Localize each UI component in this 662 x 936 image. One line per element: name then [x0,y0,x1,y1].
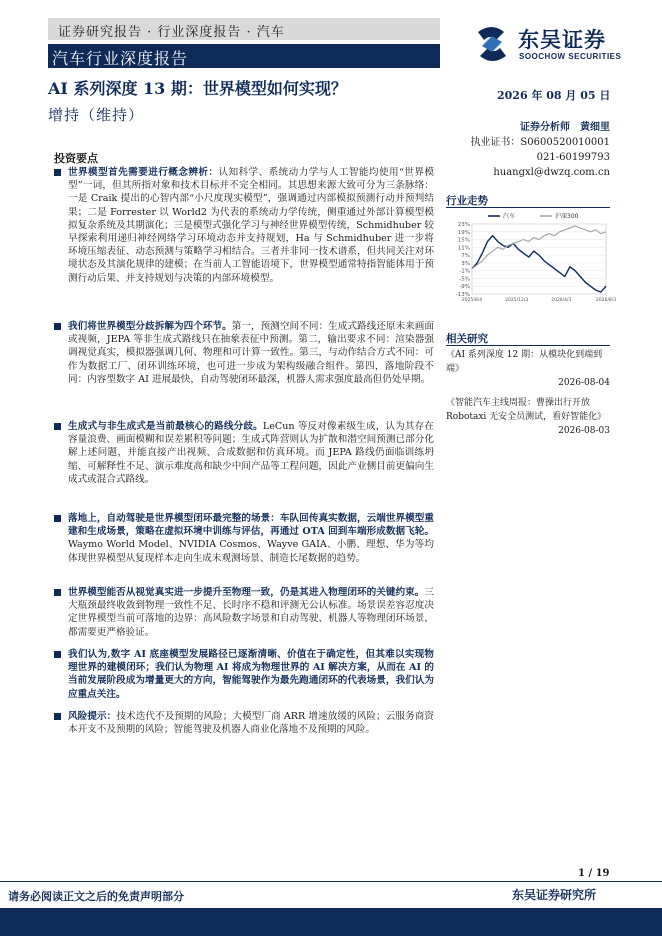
legend-label: 汽车 [503,213,516,220]
related-item-date: 2026-08-03 [558,426,610,436]
investment-bullet [52,512,434,565]
bullet-square-icon [54,169,61,176]
bullet-lead: 我们将世界模型分歧拆解为四个环节。 [68,321,232,332]
related-item[interactable] [446,396,610,438]
y-tick-label: -9% [459,284,470,291]
report-category: 汽车行业深度报告 [52,49,189,68]
bullet-text: Waymo World Model、NVIDIA Cosmos、Wayve GAIA、小鹏、理想、华为等均体现世界模型从复现样本走向生成未观测场景、制造长尾数据的趋势。 [68,539,434,564]
y-tick-label: 3% [461,260,470,267]
bullet-text: 认知科学、系统动力学与人工智能均使用“世界模型”一词，但其所指对象和技术目标并不完全相同。其思想来源大致可分为三条脉络：一是 Craik 提出的心智内部“小尺度现实模型”，强调通过内部模拟预测行动并预判结果；二是 Forrester 以 World2 为代表的系统动力学传统，侧重通过外部计算模型模拟复杂系统及其期演化；三是模型式强化学习与神经世界模型传统，Schmidhuber 较早探索利用递归神经网络学习环境动态并支持规划，Ha 与 Schmidhuber 进一步将环境压缩表征、动态预测与策略学习相结合。三者并非同一技术谱系，但共同关注对环境状态及其演化规律的建模；在当前人工智能语境下，世界模型通常特指智能体用于预测行动后果、并支持规划与决策的内部环境模型。 [68,167,435,284]
bullet-lead: 落地上，自动驾驶是世界模型闭环最完整的场景：车队回传真实数据，云端世界模型重建和生成场景，策略在虚拟环境中训练与评估，再通过 OTA 回到车端形成数据飞轮。 [68,513,434,538]
investment-bullet [52,420,434,486]
page-number: 1 / 19 [578,868,610,879]
related-title: 相关研究 [446,333,488,345]
analyst-name: 证券分析师 黄细里 [520,122,610,133]
bullet-lead: 我们认为,数字 AI 底座模型发展路径已逐渐清晰、价值在于确定性，但其难以实现物理世界的建模闭环；我们认为物理 AI 将成为物理世界的 AI 解决方案，从而在 AI 的当前发展阶段成为增量更大的方向，智能驾驶作为最先跑通闭环的代表场景，我们认为应重点关注。 [68,649,434,700]
report-date: 2026 年 08 月 05 日 [497,89,611,102]
logo-text-en: SOOCHOW SECURITIES [519,52,622,61]
related-item-date: 2026-08-04 [558,378,610,388]
x-tick-label: 2025/12/3 [505,298,529,303]
bullet-square-icon [54,515,61,522]
company-logo [472,22,622,68]
bullet-lead: 风险提示： [68,711,117,722]
bullet-square-icon [54,423,61,430]
y-tick-label: 7% [461,253,470,260]
y-tick-label: -5% [459,276,470,283]
y-tick-label: 19% [457,229,470,236]
investment-heading: 投资要点 [54,152,98,165]
bullet-square-icon [54,713,61,720]
related-divider [446,345,610,346]
bullet-lead: 世界模型首先需要进行概念辨析： [68,167,219,178]
breadcrumb-bar [48,18,440,40]
related-item-title[interactable]: 《智能汽车主线周报：曹操出行开放 Robotaxi 无安全员测试，看好智能化》 [446,398,607,422]
bullet-square-icon [54,589,61,596]
y-tick-label: -13% [455,292,470,298]
trend-divider [446,207,610,208]
bullet-text: LeCun 等反对像素级生成，认为其存在容量浪费、画面模糊和误差累积等问题；生成式阵营则认为扩散和潜空间预测已部分化解上述问题，并能直接产出视频、合成数据和仿真环境。而 JEPA 路线仍面临训练坍缩、可解释性不足、演示难度高和缺少中间产品等工程问题，因此产业侧目前更偏向生成式或混合式路线。 [68,421,435,485]
bullet-square-icon [54,323,61,330]
y-tick-label: 15% [457,237,470,244]
investment-bullet [52,710,434,736]
soochow-logo-icon [472,24,512,64]
trend-title: 行业走势 [446,195,488,207]
x-tick-label: 2026/8/3 [595,298,617,303]
analyst-block [462,120,610,180]
logo-text-cn: 东吴证券 [518,28,606,52]
related-item[interactable] [446,348,610,390]
trend-chart-svg [448,210,617,306]
x-tick-label: 2026/4/3 [551,298,572,303]
y-tick-label: 23% [457,222,470,228]
report-title: AI 系列深度 13 期：世界模型如何实现？ [48,79,347,98]
legend-label: 沪深300 [555,213,579,220]
footer-bar [0,908,662,936]
bullet-lead: 生成式与非生成式是当前最核心的路线分歧。 [68,421,263,432]
analyst-email[interactable]: huangxl@dwzq.com.cn [493,167,610,178]
disclaimer-note: 请务必阅读正文之后的免责声明部分 [8,890,184,903]
bullet-lead: 世界模型能否从视觉真实进一步提升至物理一致，仍是其进入物理闭环的关键约束。 [68,587,425,598]
footer-divider [0,881,662,882]
analyst-license: 执业证书：S0600520010001 [470,137,610,148]
analyst-phone: 021-60199793 [536,152,610,163]
y-tick-label: -1% [459,268,470,275]
breadcrumb: 证券研究报告 · 行业深度报告 · 汽车 [58,25,285,40]
category-band [48,44,440,68]
investment-bullet [52,648,434,701]
investment-bullet [52,320,434,386]
related-item-title[interactable]: 《AI 系列深度 12 期：从模块化到端到端》 [446,350,603,374]
bullet-text: 第一，预测空间不同：生成式路线还原未来画面或视频，JEPA 等非生成式路线只在抽象表征中预测。第二，输出要求不同：渲染器强调视觉真实，模拟器强调几何、物理和可计算一致性。第三，与动作结合方式不同：可作为数据工厂、闭环训练环境，也可进一步成为架构级融合组件。第四，落地阶段不同：内容型数字 AI 进展最快，自动驾驶闭环最深，机器人需求强度最高但仍处早期。 [68,321,435,385]
investment-bullet [52,166,434,285]
rating: 增持（维持） [48,106,145,124]
bullet-square-icon [54,651,61,658]
trend-chart [448,210,617,306]
institute-name: 东吴证券研究所 [512,888,597,902]
x-tick-label: 2025/8/4 [461,298,483,303]
series-line-auto [472,236,606,292]
y-tick-label: 11% [457,245,470,252]
bullet-text: 三大瓶颈最终收敛到物理一致性不足、长时序不稳和评测无公认标准。场景误差容忍度决定世界模型当前可落地的边界：高风险数字场景和自动驾驶、机器人等物理闭环场景，都需要更严格验证。 [68,587,434,638]
investment-bullet [52,586,434,639]
bullet-text: 技术迭代不及预期的风险；大模型厂商 ARR 增速放缓的风险；云服务商资本开支不及预期的风险；智能驾驶及机器人商业化落地不及预期的风险。 [68,711,434,736]
